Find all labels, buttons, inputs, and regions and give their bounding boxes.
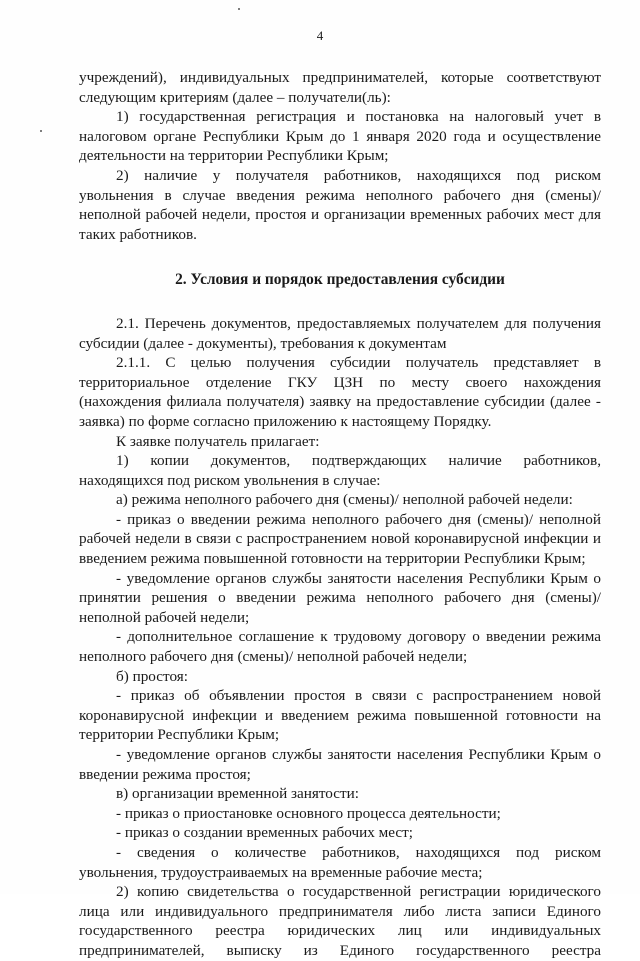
text-line: находящихся под риском увольнения в случае:	[79, 471, 381, 489]
text-line: принятии решения о введении режима неполного рабочего дня (смены)/	[79, 589, 601, 607]
item-c	[79, 784, 601, 804]
text-line: а) режима неполного рабочего дня (смены)/ неполной рабочей недели:	[116, 491, 573, 509]
text-line: К заявке получатель прилагает:	[116, 432, 320, 450]
text-line: государственного реестра юридических лиц или индивидуальных	[79, 922, 601, 940]
text-line: налоговом органе Республики Крым до 1 января 2020 года и осуществление	[79, 127, 601, 145]
text-line: - приказ о введении режима неполного рабочего дня (смены)/ неполной	[116, 510, 601, 528]
text-line: предпринимателей, выписку из Единого государственного реестра	[79, 941, 601, 959]
text-line: неполной рабочей недели;	[79, 608, 250, 626]
item-c-temp-jobs	[79, 823, 601, 843]
page-number: 4	[316, 28, 324, 43]
section-heading: 2. Условия и порядок предоставления субсидии	[175, 271, 505, 289]
text-line: рабочей недели в связи с распространением новой коронавирусной инфекции и	[79, 530, 601, 548]
text-line: в) организации временной занятости:	[116, 785, 359, 803]
item-c-workers-info	[79, 843, 601, 882]
text-line: - дополнительное соглашение к трудовому договору о введении режима	[116, 628, 601, 646]
text-line: - приказ об объявлении простоя в связи с распространением новой	[116, 687, 601, 705]
item-a-order	[79, 510, 601, 569]
item-a-agreement	[79, 627, 601, 666]
criterion-2	[79, 166, 601, 244]
document-body	[79, 68, 601, 961]
text-line: 2.1.1. С целью получения субсидии получатель представляет в	[116, 354, 601, 372]
text-line: таких работников.	[79, 225, 197, 243]
text-line: (нахождения филиала получателя) заявку на предоставление субсидии (далее -	[79, 393, 601, 411]
text-line: неполной рабочей недели, простоя и организации временных рабочих мест для	[79, 206, 601, 224]
text-line: учреждений), индивидуальных предпринимателей, которые соответствуют	[79, 69, 601, 86]
text-line: увольнения в случае введения режима неполного рабочего дня (смены)/	[79, 186, 601, 204]
paragraph-attachments-intro	[79, 432, 601, 452]
text-line: увольнения, трудоустраиваемых на временные рабочие места;	[79, 863, 483, 881]
text-line: 2) копию свидетельства о государственной регистрации юридического	[116, 883, 601, 901]
paragraph-2-1	[79, 314, 601, 353]
text-line: коронавирусной инфекции и введением режима повышенной готовности на	[79, 706, 601, 724]
item-b	[79, 667, 601, 687]
scan-speck	[238, 8, 240, 10]
text-line: - сведения о количестве работников, находящихся под риском	[116, 843, 601, 861]
text-line: введением режима повышенной готовности на территории Республики Крым;	[79, 550, 586, 568]
text-line: заявка) по форме согласно приложению к настоящему Порядку.	[79, 412, 492, 430]
text-line: деятельности на территории Республики Крым;	[79, 147, 389, 165]
item-b-order	[79, 686, 601, 745]
scan-speck	[40, 130, 42, 132]
text-line: следующим критериям (далее – получатели(ль):	[79, 88, 391, 106]
item-a	[79, 490, 601, 510]
item-b-notice	[79, 745, 601, 784]
text-line: введении режима простоя;	[79, 765, 251, 783]
item-c-suspension	[79, 804, 601, 824]
text-line: 2) наличие у получателя работников, находящихся под риском	[116, 166, 601, 184]
item-a-notice	[79, 569, 601, 628]
text-line: территории Республики Крым;	[79, 726, 280, 744]
text-line: 1) копии документов, подтверждающих наличие работников,	[116, 452, 601, 470]
text-line: - приказ о создании временных рабочих мест;	[116, 824, 413, 842]
text-line: 2.1. Перечень документов, предоставляемых получателем для получения	[116, 314, 601, 332]
text-line: лица или индивидуального предпринимателя либо листа записи Единого	[79, 902, 601, 920]
text-line: территориальное отделение ГКУ ЦЗН по месту своего нахождения	[79, 373, 601, 391]
text-line: 1) государственная регистрация и постановка на налоговый учет в	[116, 108, 601, 126]
text-line: - приказ о приостановке основного процесса деятельности;	[116, 804, 501, 822]
text-line: - уведомление органов службы занятости населения Республики Крым о	[116, 569, 601, 587]
text-line: б) простоя:	[116, 667, 188, 685]
text-line: - уведомление органов службы занятости населения Республики Крым о	[116, 746, 601, 763]
item-1-copies	[79, 451, 601, 490]
intro-paragraph	[79, 68, 601, 107]
criterion-1	[79, 107, 601, 166]
paragraph-2-1-1	[79, 353, 601, 431]
text-line: неполного рабочего дня (смены)/ неполной рабочей недели;	[79, 648, 468, 666]
text-line: субсидии (далее - документы), требования к документам	[79, 334, 447, 352]
